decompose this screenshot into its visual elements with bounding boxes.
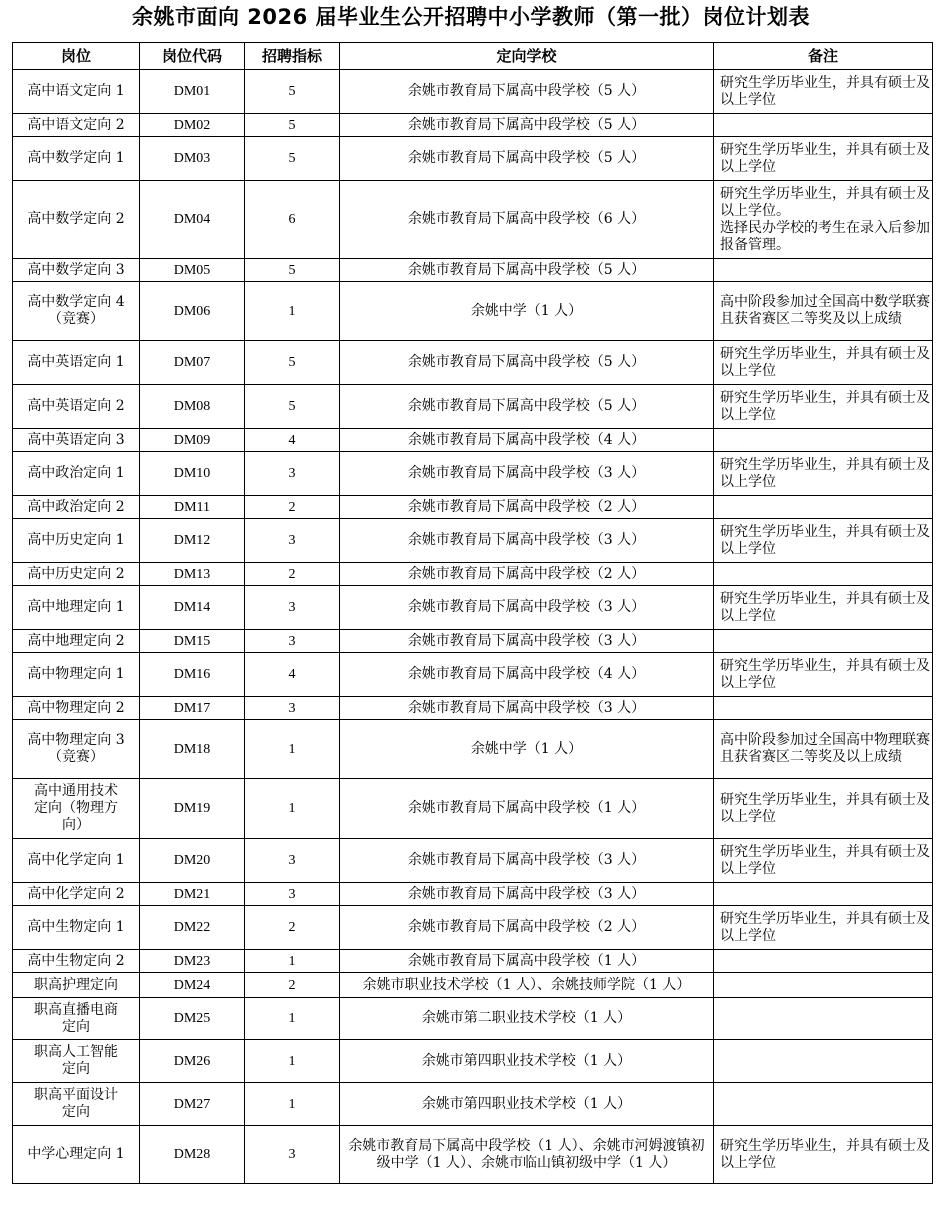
school-cell: 余姚市教育局下属高中段学校（5 人）: [340, 137, 714, 181]
header-position: 岗位: [13, 43, 140, 70]
table-row: [13, 720, 933, 779]
quota-cell: 1: [245, 950, 340, 973]
school-cell: 余姚市教育局下属高中段学校（3 人）: [340, 883, 714, 906]
header-school: 定向学校: [340, 43, 714, 70]
quota-cell: 1: [245, 282, 340, 341]
quota-cell: 5: [245, 137, 340, 181]
school-cell: 余姚市教育局下属高中段学校（5 人）: [340, 70, 714, 114]
note-cell: [714, 950, 933, 973]
position-cell: 高中地理定向 1: [13, 586, 140, 630]
quota-cell: 3: [245, 839, 340, 883]
quota-cell: 1: [245, 1040, 340, 1083]
code-cell: DM10: [140, 452, 245, 496]
note-cell: 研究生学历毕业生，并具有硕士及以上学位: [714, 137, 933, 181]
position-cell: 高中英语定向 3: [13, 429, 140, 452]
code-cell: DM14: [140, 586, 245, 630]
quota-cell: 5: [245, 259, 340, 282]
position-cell: 高中通用技术 定向（物理方 向）: [13, 779, 140, 839]
code-cell: DM19: [140, 779, 245, 839]
note-cell: 研究生学历毕业生，并具有硕士及以上学位: [714, 779, 933, 839]
page-title: 余姚市面向 2026 届毕业生公开招聘中小学教师（第一批）岗位计划表: [131, 5, 811, 29]
position-cell: 高中英语定向 2: [13, 385, 140, 429]
position-cell: 高中物理定向 3 （竞赛）: [13, 720, 140, 779]
code-cell: DM25: [140, 998, 245, 1040]
table-row: [13, 452, 933, 496]
position-cell: 职高护理定向: [13, 973, 140, 998]
code-cell: DM26: [140, 1040, 245, 1083]
position-cell: 高中物理定向 2: [13, 697, 140, 720]
school-cell: 余姚中学（1 人）: [340, 720, 714, 779]
school-cell: 余姚市教育局下属高中段学校（2 人）: [340, 496, 714, 519]
quota-cell: 2: [245, 563, 340, 586]
code-cell: DM16: [140, 653, 245, 697]
code-cell: DM18: [140, 720, 245, 779]
school-cell: 余姚市教育局下属高中段学校（1 人）、余姚市河姆渡镇初级中学（1 人）、余姚市临山镇初级中学（1 人）: [340, 1126, 714, 1184]
code-cell: DM17: [140, 697, 245, 720]
school-cell: 余姚市教育局下属高中段学校（6 人）: [340, 181, 714, 259]
code-cell: DM21: [140, 883, 245, 906]
table-row: [13, 586, 933, 630]
table-row: [13, 883, 933, 906]
table-row: [13, 137, 933, 181]
position-cell: 高中语文定向 2: [13, 114, 140, 137]
quota-cell: 3: [245, 883, 340, 906]
school-cell: 余姚市教育局下属高中段学校（3 人）: [340, 586, 714, 630]
position-cell: 高中生物定向 2: [13, 950, 140, 973]
code-cell: DM23: [140, 950, 245, 973]
note-cell: 研究生学历毕业生，并具有硕士及以上学位: [714, 653, 933, 697]
note-cell: [714, 259, 933, 282]
quota-cell: 1: [245, 720, 340, 779]
quota-cell: 3: [245, 630, 340, 653]
table-row: [13, 429, 933, 452]
note-cell: 研究生学历毕业生，并具有硕士及以上学位: [714, 341, 933, 385]
note-cell: 研究生学历毕业生，并具有硕士及以上学位: [714, 839, 933, 883]
header-note: 备注: [714, 43, 933, 70]
position-cell: 职高平面设计 定向: [13, 1083, 140, 1126]
note-cell: 研究生学历毕业生，并具有硕士及以上学位: [714, 519, 933, 563]
quota-cell: 2: [245, 906, 340, 950]
position-cell: 高中化学定向 2: [13, 883, 140, 906]
table-row: [13, 1083, 933, 1126]
position-cell: 高中数学定向 1: [13, 137, 140, 181]
note-cell: 高中阶段参加过全国高中物理联赛且获省赛区二等奖及以上成绩: [714, 720, 933, 779]
position-cell: 中学心理定向 1: [13, 1126, 140, 1184]
position-cell: 职高直播电商 定向: [13, 998, 140, 1040]
code-cell: DM05: [140, 259, 245, 282]
table-row: [13, 1040, 933, 1083]
note-cell: 研究生学历毕业生，并具有硕士及以上学位: [714, 385, 933, 429]
quota-cell: 4: [245, 429, 340, 452]
note-cell: 研究生学历毕业生，并具有硕士及以上学位: [714, 1126, 933, 1184]
code-cell: DM07: [140, 341, 245, 385]
school-cell: 余姚市教育局下属高中段学校（2 人）: [340, 563, 714, 586]
position-cell: 高中英语定向 1: [13, 341, 140, 385]
position-cell: 高中数学定向 4 （竞赛）: [13, 282, 140, 341]
school-cell: 余姚市教育局下属高中段学校（1 人）: [340, 950, 714, 973]
position-cell: 高中数学定向 2: [13, 181, 140, 259]
school-cell: 余姚市教育局下属高中段学校（1 人）: [340, 779, 714, 839]
position-cell: 高中物理定向 1: [13, 653, 140, 697]
position-cell: 高中历史定向 1: [13, 519, 140, 563]
table-row: [13, 70, 933, 114]
quota-cell: 3: [245, 697, 340, 720]
school-cell: 余姚市教育局下属高中段学校（3 人）: [340, 630, 714, 653]
table-row: [13, 385, 933, 429]
quota-cell: 2: [245, 973, 340, 998]
note-cell: [714, 1040, 933, 1083]
school-cell: 余姚中学（1 人）: [340, 282, 714, 341]
school-cell: 余姚市教育局下属高中段学校（2 人）: [340, 906, 714, 950]
note-cell: 研究生学历毕业生，并具有硕士及以上学位: [714, 452, 933, 496]
quota-cell: 3: [245, 519, 340, 563]
position-cell: 高中生物定向 1: [13, 906, 140, 950]
code-cell: DM22: [140, 906, 245, 950]
note-cell: [714, 998, 933, 1040]
header-quota: 招聘指标: [245, 43, 340, 70]
school-cell: 余姚市教育局下属高中段学校（5 人）: [340, 385, 714, 429]
note-cell: [714, 563, 933, 586]
school-cell: 余姚市第四职业技术学校（1 人）: [340, 1083, 714, 1126]
quota-cell: 5: [245, 385, 340, 429]
table-row: [13, 114, 933, 137]
position-cell: 高中语文定向 1: [13, 70, 140, 114]
table-row: [13, 1126, 933, 1184]
position-cell: 高中历史定向 2: [13, 563, 140, 586]
note-cell: 研究生学历毕业生，并具有硕士及以上学位: [714, 586, 933, 630]
school-cell: 余姚市教育局下属高中段学校（5 人）: [340, 341, 714, 385]
school-cell: 余姚市第二职业技术学校（1 人）: [340, 998, 714, 1040]
school-cell: 余姚市教育局下属高中段学校（3 人）: [340, 697, 714, 720]
table-row: [13, 950, 933, 973]
table-row: [13, 519, 933, 563]
position-cell: 职高人工智能 定向: [13, 1040, 140, 1083]
note-cell: [714, 973, 933, 998]
school-cell: 余姚市教育局下属高中段学校（3 人）: [340, 839, 714, 883]
note-cell: 高中阶段参加过全国高中数学联赛且获省赛区二等奖及以上成绩: [714, 282, 933, 341]
header-code: 岗位代码: [140, 43, 245, 70]
quota-cell: 1: [245, 998, 340, 1040]
note-cell: 研究生学历毕业生，并具有硕士及以上学位: [714, 70, 933, 114]
table-row: [13, 563, 933, 586]
quota-cell: 1: [245, 1083, 340, 1126]
code-cell: DM04: [140, 181, 245, 259]
code-cell: DM15: [140, 630, 245, 653]
table-row: [13, 496, 933, 519]
table-row: [13, 259, 933, 282]
note-cell: [714, 496, 933, 519]
table-row: [13, 181, 933, 259]
position-cell: 高中地理定向 2: [13, 630, 140, 653]
position-cell: 高中政治定向 1: [13, 452, 140, 496]
quota-cell: 3: [245, 586, 340, 630]
school-cell: 余姚市教育局下属高中段学校（5 人）: [340, 114, 714, 137]
code-cell: DM08: [140, 385, 245, 429]
code-cell: DM01: [140, 70, 245, 114]
school-cell: 余姚市教育局下属高中段学校（3 人）: [340, 452, 714, 496]
code-cell: DM12: [140, 519, 245, 563]
quota-cell: 3: [245, 1126, 340, 1184]
position-plan-table: [12, 42, 933, 1184]
table-row: [13, 973, 933, 998]
code-cell: DM24: [140, 973, 245, 998]
quota-cell: 2: [245, 496, 340, 519]
note-cell: [714, 697, 933, 720]
school-cell: 余姚市第四职业技术学校（1 人）: [340, 1040, 714, 1083]
code-cell: DM20: [140, 839, 245, 883]
note-cell: [714, 114, 933, 137]
school-cell: 余姚市教育局下属高中段学校（4 人）: [340, 429, 714, 452]
quota-cell: 1: [245, 779, 340, 839]
code-cell: DM28: [140, 1126, 245, 1184]
code-cell: DM09: [140, 429, 245, 452]
position-cell: 高中数学定向 3: [13, 259, 140, 282]
school-cell: 余姚市职业技术学校（1 人）、余姚技师学院（1 人）: [340, 973, 714, 998]
table-row: [13, 906, 933, 950]
position-cell: 高中政治定向 2: [13, 496, 140, 519]
quota-cell: 5: [245, 70, 340, 114]
quota-cell: 5: [245, 341, 340, 385]
code-cell: DM27: [140, 1083, 245, 1126]
note-cell: [714, 630, 933, 653]
table-row: [13, 779, 933, 839]
note-cell: 研究生学历毕业生，并具有硕士及以上学位。 选择民办学校的考生在录入后参加报备管理。: [714, 181, 933, 259]
table-row: [13, 697, 933, 720]
code-cell: DM11: [140, 496, 245, 519]
code-cell: DM13: [140, 563, 245, 586]
table-row: [13, 839, 933, 883]
note-cell: 研究生学历毕业生，并具有硕士及以上学位: [714, 906, 933, 950]
school-cell: 余姚市教育局下属高中段学校（4 人）: [340, 653, 714, 697]
quota-cell: 5: [245, 114, 340, 137]
table-row: [13, 998, 933, 1040]
quota-cell: 6: [245, 181, 340, 259]
quota-cell: 4: [245, 653, 340, 697]
quota-cell: 3: [245, 452, 340, 496]
note-cell: [714, 1083, 933, 1126]
code-cell: DM02: [140, 114, 245, 137]
table-row: [13, 341, 933, 385]
note-cell: [714, 429, 933, 452]
table-row: [13, 282, 933, 341]
code-cell: DM03: [140, 137, 245, 181]
school-cell: 余姚市教育局下属高中段学校（3 人）: [340, 519, 714, 563]
header-row: [13, 43, 933, 70]
table-row: [13, 630, 933, 653]
note-cell: [714, 883, 933, 906]
code-cell: DM06: [140, 282, 245, 341]
table-row: [13, 653, 933, 697]
position-cell: 高中化学定向 1: [13, 839, 140, 883]
school-cell: 余姚市教育局下属高中段学校（5 人）: [340, 259, 714, 282]
